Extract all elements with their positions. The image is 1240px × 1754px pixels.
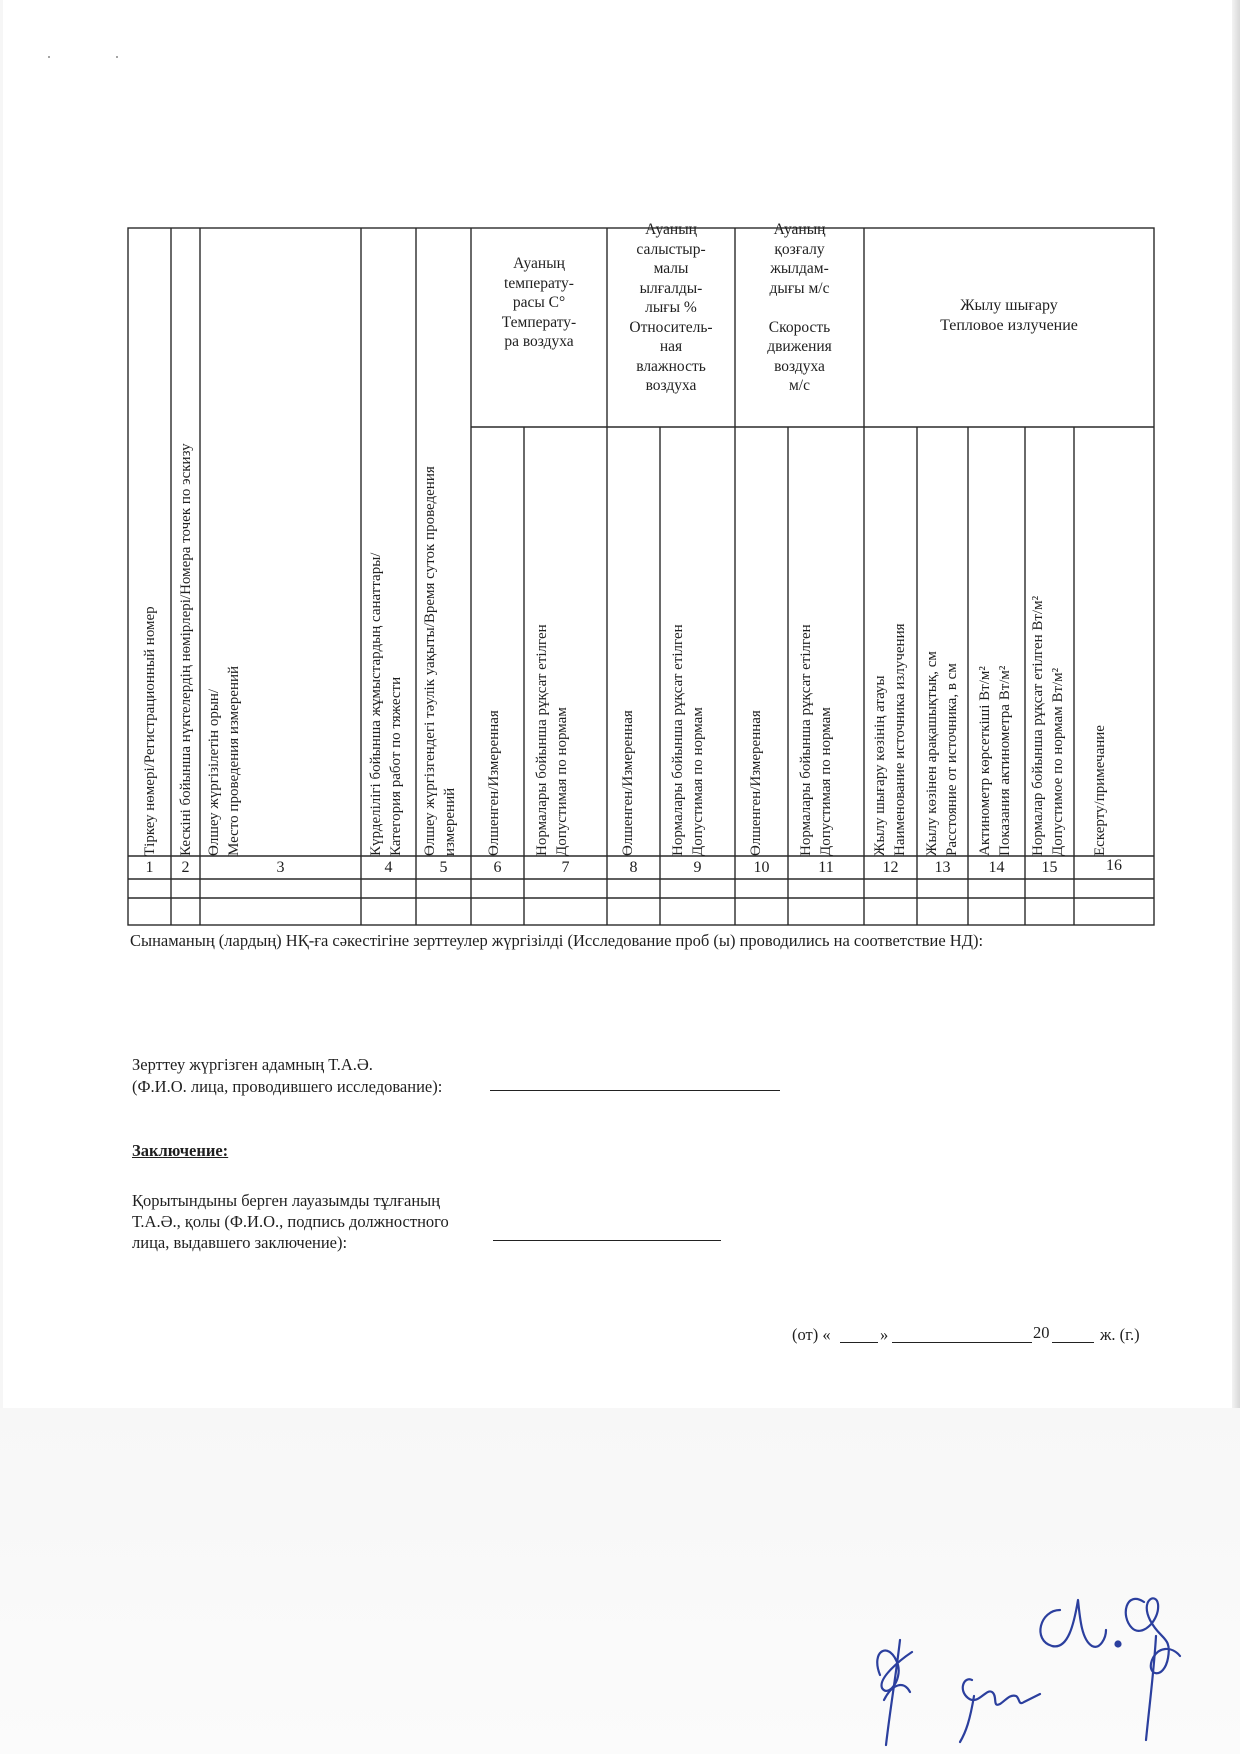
col-number: 6 bbox=[493, 859, 502, 876]
col-number: 10 bbox=[753, 859, 770, 876]
col-number: 16 bbox=[1106, 857, 1122, 874]
col-header-temp-measured: Өлшенген/Измеренная bbox=[486, 710, 502, 856]
date-quote-close: » bbox=[880, 1325, 889, 1344]
col-header-note: Ескерту/примечание bbox=[1092, 725, 1108, 856]
col-header-speed-allowed: Нормалары бойынша рұқсат етілген Допустимая по нормам bbox=[798, 624, 834, 856]
col-header-speed-measured: Өлшенген/Измеренная bbox=[748, 710, 764, 856]
date-year-prefix: 20 bbox=[1033, 1323, 1050, 1342]
col-number: 8 bbox=[629, 859, 638, 876]
group-header-humidity: Ауаның салыстыр- малы ылғалды- лығы % Относитель- ная влажность воздуха bbox=[629, 221, 713, 394]
researcher-label-line2: (Ф.И.О. лица, проводившего исследование): bbox=[132, 1077, 443, 1096]
col-number: 4 bbox=[384, 859, 393, 876]
researcher-name-field[interactable] bbox=[490, 1090, 780, 1091]
col-number: 15 bbox=[1041, 859, 1058, 876]
scan-specks bbox=[48, 56, 128, 60]
group-header-air-speed: Ауаның қозғалу жылдам- дығы м/с Скорость движения воздуха м/с bbox=[767, 221, 832, 394]
col-header-place: Өлшеу жүргізілетін орын/ Место проведения измерений bbox=[206, 665, 242, 856]
col-header-heat-allowed: Нормалар бойынша рұқсат етілген Вт/м² Допустимое по нормам Вт/м² bbox=[1030, 595, 1066, 856]
col-header-time: Өлшеу жүргізгендегі тәулік уақыты/Время суток проведения измерений bbox=[422, 466, 458, 856]
col-header-actinometer: Актинометр көрсеткіші Вт/м² Показания актинометра Вт/м² bbox=[977, 665, 1013, 856]
research-note: Сынаманың (лардың) НҚ-ға сәкестігіне зерттеулер жүргізілді (Исследование проб (ы) проводились на соответствие НД): bbox=[130, 931, 984, 950]
col-header-humidity-measured: Өлшенген/Измеренная bbox=[620, 710, 636, 856]
col-number: 12 bbox=[882, 859, 899, 876]
col-header-registration: Тіркеу нөмері/Регистрационный номер bbox=[142, 606, 158, 856]
col-number: 5 bbox=[439, 859, 448, 876]
group-header-heat-radiation: Жылу шығару Тепловое излучение bbox=[940, 297, 1078, 334]
col-header-points: Кескіні бойынша нүктелердің нөмірлері/Номера точек по эскизу bbox=[178, 443, 194, 856]
official-signature-field[interactable] bbox=[493, 1240, 721, 1241]
col-number: 13 bbox=[934, 859, 951, 876]
measurement-table bbox=[128, 221, 1154, 925]
col-header-distance: Жылу көзінен арақашықтық, см Расстояние от источника, в см bbox=[924, 651, 960, 856]
date-day-field[interactable] bbox=[840, 1342, 878, 1343]
date-month-field[interactable] bbox=[892, 1342, 1032, 1343]
date-suffix: ж. (г.) bbox=[1100, 1325, 1140, 1344]
col-number: 1 bbox=[145, 859, 154, 876]
handwritten-signatures bbox=[860, 1580, 1220, 1750]
col-header-temp-allowed: Нормалары бойынша рұқсат етілген Допустимая по нормам bbox=[534, 624, 570, 856]
official-label: Қорытындыны берген лауазымды тұлғаның Т.А.Ә., қолы (Ф.И.О., подпись должностного лица, выдавшего заключение): bbox=[132, 1191, 449, 1252]
col-number: 2 bbox=[181, 859, 190, 876]
group-header-temperature: Ауаның tемперату- расы С° Температу- ра воздуха bbox=[501, 255, 577, 350]
col-header-humidity-allowed: Нормалары бойынша рұқсат етілген Допустимая по нормам bbox=[670, 624, 706, 856]
col-number: 3 bbox=[276, 859, 285, 876]
col-number: 9 bbox=[693, 859, 702, 876]
date-year-field[interactable] bbox=[1052, 1342, 1094, 1343]
col-header-source-name: Жылу шығару көзінің атауы Наименование источника излучения bbox=[872, 623, 908, 856]
col-number: 7 bbox=[561, 859, 570, 876]
col-header-work-category: Күрделілігі бойынша жұмыстардың санаттары/ Категория работ по тяжести bbox=[368, 552, 404, 856]
col-number: 11 bbox=[818, 859, 834, 876]
researcher-label-line1: Зерттеу жүргізген адамның Т.А.Ә. bbox=[132, 1055, 373, 1074]
date-prefix: (от) « bbox=[792, 1325, 831, 1344]
conclusion-title: Заключение: bbox=[132, 1141, 229, 1160]
col-number: 14 bbox=[988, 859, 1005, 876]
